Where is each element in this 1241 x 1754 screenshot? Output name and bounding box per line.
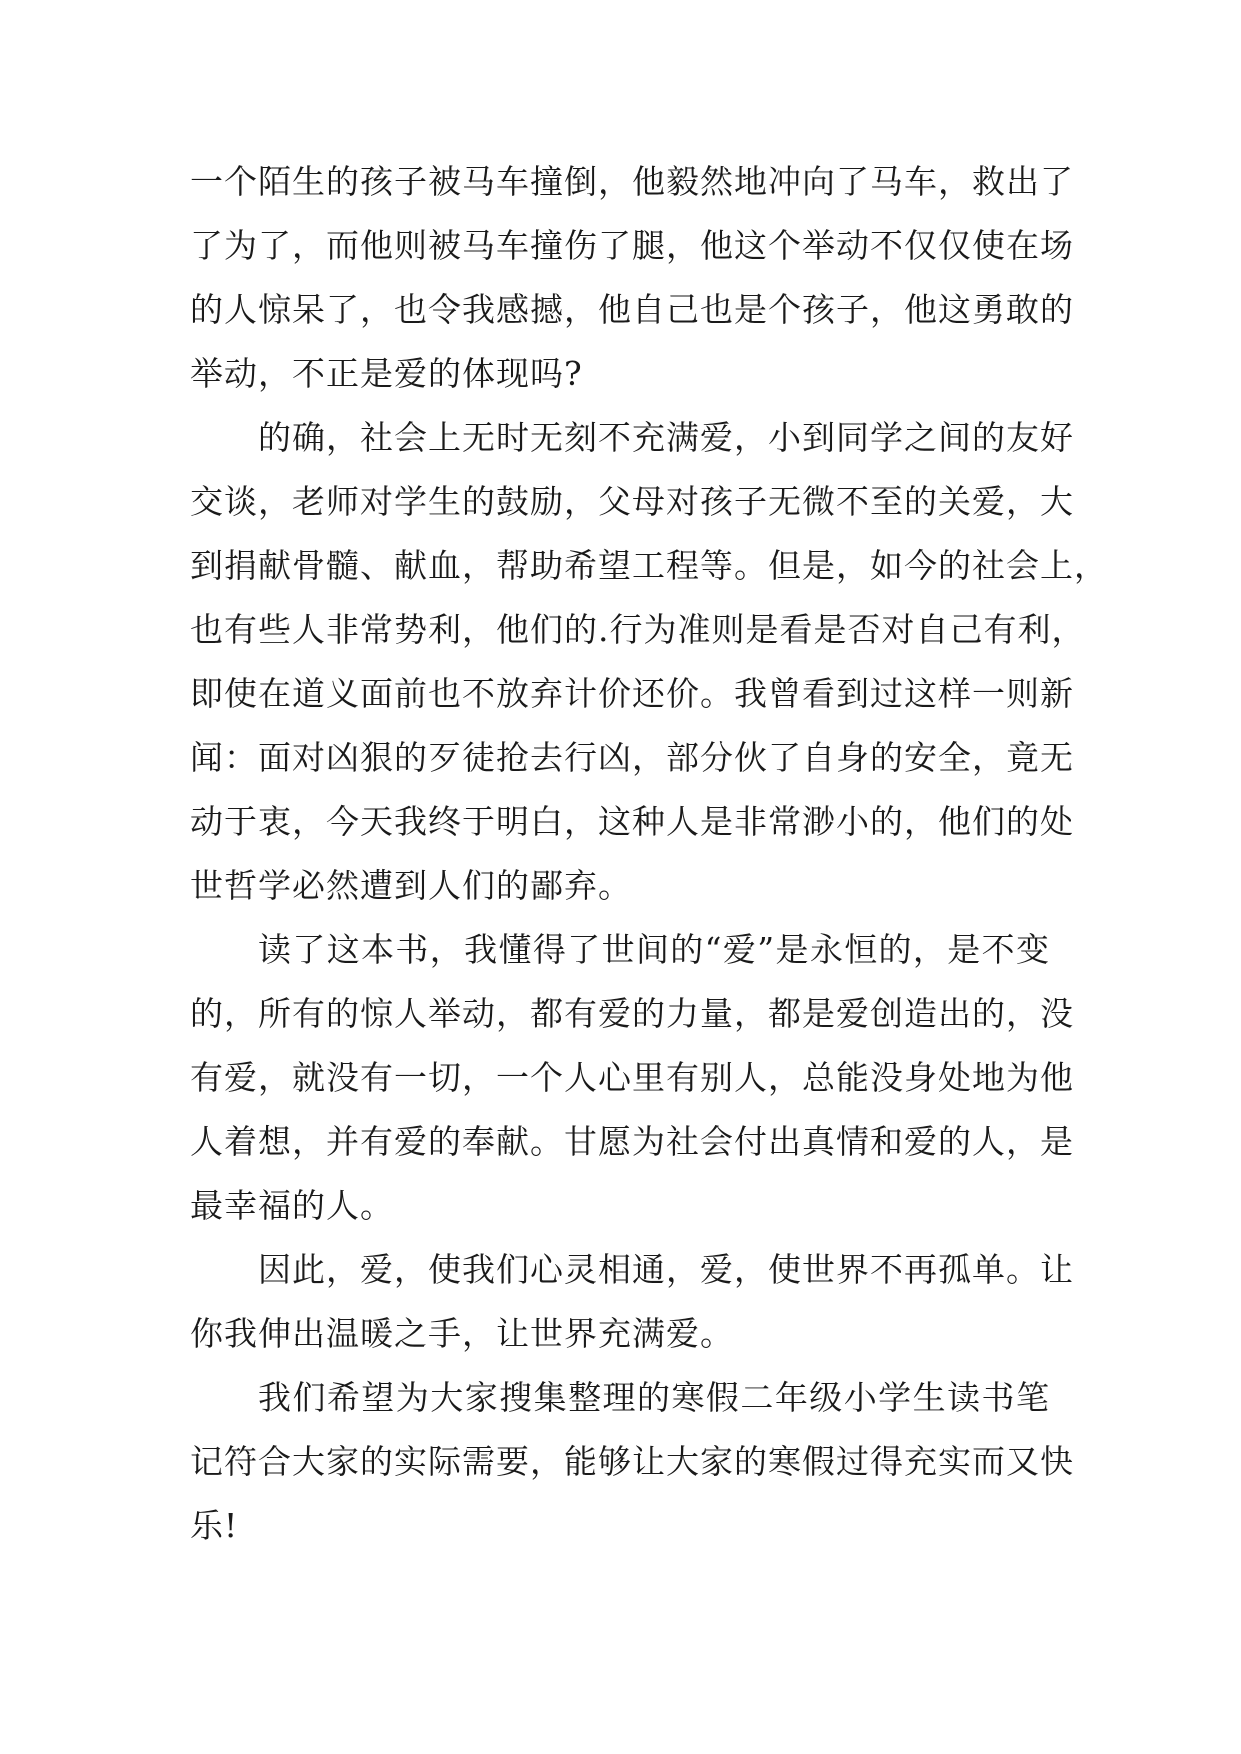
- paragraph-2: [190, 406, 1108, 918]
- text-line: 到捐献骨髓、献血，帮助希望工程等。但是，如今的社会上，: [190, 546, 1108, 585]
- text-line: 因此，爱，使我们心灵相通，爱，使世界不再孤单。让: [258, 1250, 1074, 1289]
- text-line: 动于衷，今天我终于明白，这种人是非常渺小的，他们的处: [190, 802, 1074, 841]
- text-line: 读了这本书，我懂得了世间的“爱”是永恒的，是不变: [258, 930, 1050, 969]
- text-line: 有爱，就没有一切，一个人心里有别人，总能没身处地为他: [190, 1058, 1074, 1097]
- text-line: 举动，不正是爱的体现吗?: [190, 354, 583, 393]
- text-line: 人着想，并有爱的奉献。甘愿为社会付出真情和爱的人，是: [190, 1122, 1074, 1161]
- text-line: 即使在道义面前也不放弃计价还价。我曾看到过这样一则新: [190, 674, 1074, 713]
- text-line: 也有些人非常势利，他们的.行为准则是看是否对自己有利，: [190, 610, 1086, 649]
- text-line: 的人惊呆了，也令我感撼，他自己也是个孩子，他这勇敢的: [190, 290, 1074, 329]
- text-line: 记符合大家的实际需要，能够让大家的寒假过得充实而又快: [190, 1442, 1074, 1481]
- text-line: 交谈，老师对学生的鼓励，父母对孩子无微不至的关爱，大: [190, 482, 1074, 521]
- text-line: 乐!: [190, 1506, 239, 1545]
- text-line: 最幸福的人。: [190, 1186, 394, 1225]
- body-text: [190, 150, 1108, 1558]
- paragraph-3: [190, 918, 1074, 1238]
- paragraph-1: [190, 150, 1074, 406]
- text-line: 我们希望为大家搜集整理的寒假二年级小学生读书笔: [258, 1378, 1050, 1417]
- text-line: 你我伸出温暖之手，让世界充满爱。: [190, 1314, 734, 1353]
- text-line: 闻：面对凶狠的歹徒抢去行凶，部分伙了自身的安全，竟无: [190, 738, 1074, 777]
- text-line: 了为了，而他则被马车撞伤了腿，他这个举动不仅仅使在场: [190, 226, 1074, 265]
- paragraph-5: [190, 1366, 1074, 1558]
- text-line: 的确，社会上无时无刻不充满爱，小到同学之间的友好: [258, 418, 1074, 457]
- text-line: 世哲学必然遭到人们的鄙弃。: [190, 866, 632, 905]
- text-line: 的，所有的惊人举动，都有爱的力量，都是爱创造出的，没: [190, 994, 1074, 1033]
- paragraph-4: [190, 1238, 1074, 1366]
- text-line: 一个陌生的孩子被马车撞倒，他毅然地冲向了马车，救出了: [190, 162, 1074, 201]
